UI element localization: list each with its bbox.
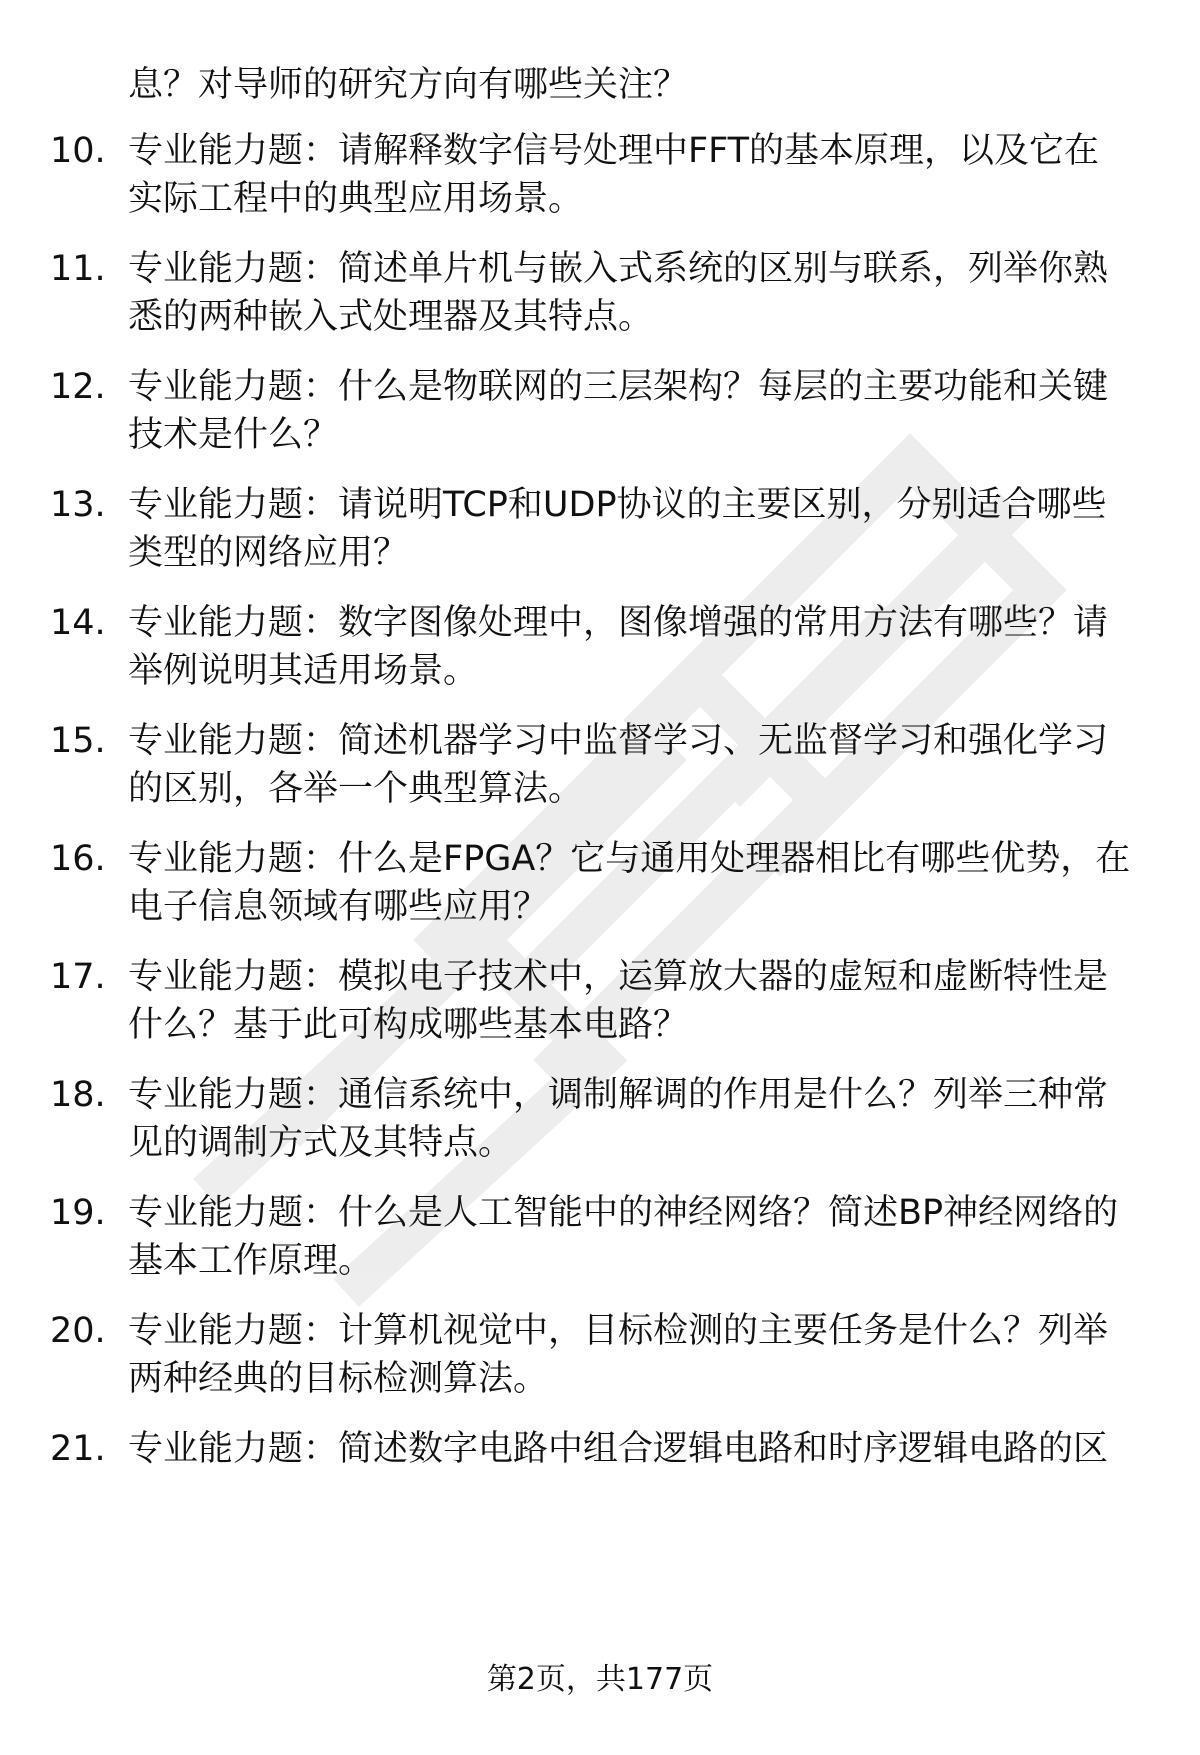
question-text-line: 举例说明其适用场景。 [128, 651, 479, 691]
question-text-line: 专业能力题：简述单片机与嵌入式系统的区别与联系，列举你熟 [128, 249, 1109, 289]
question-number: 11. [50, 249, 106, 289]
question-text-line: 专业能力题：简述机器学习中监督学习、无监督学习和强化学习 [128, 721, 1109, 761]
page-footer: 第2页，共177页 [486, 1662, 714, 1697]
question-text-line: 专业能力题：数字图像处理中，图像增强的常用方法有哪些？请 [128, 603, 1109, 643]
question-text-line: 什么？基于此可构成哪些基本电路？ [128, 1005, 689, 1045]
question-number: 14. [50, 603, 106, 643]
question-text-line: 电子信息领域有哪些应用？ [128, 887, 549, 927]
question-text-line: 类型的网络应用？ [128, 533, 409, 573]
question-number: 10. [50, 131, 106, 171]
question-text-line: 专业能力题：什么是人工智能中的神经网络？简述BP神经网络的 [128, 1193, 1119, 1233]
question-text-line: 技术是什么？ [128, 415, 339, 455]
question-text-line: 专业能力题：简述数字电路中组合逻辑电路和时序逻辑电路的区 [128, 1429, 1109, 1469]
question-number: 19. [50, 1193, 106, 1233]
question-text-line: 基本工作原理。 [128, 1241, 374, 1281]
continuation-line: 息？对导师的研究方向有哪些关注？ [128, 65, 689, 105]
question-number: 16. [50, 839, 106, 879]
question-text-line: 实际工程中的典型应用场景。 [128, 179, 584, 219]
question-text-line: 专业能力题：计算机视觉中，目标检测的主要任务是什么？列举 [128, 1311, 1109, 1351]
question-text-line: 专业能力题：什么是物联网的三层架构？每层的主要功能和关键 [128, 367, 1109, 407]
question-text-line: 专业能力题：请解释数字信号处理中FFT的基本原理，以及它在 [128, 131, 1100, 171]
question-text-line: 两种经典的目标检测算法。 [128, 1359, 549, 1399]
question-text-line: 专业能力题：模拟电子技术中，运算放大器的虚短和虚断特性是 [128, 957, 1109, 997]
question-text-line: 专业能力题：请说明TCP和UDP协议的主要区别，分别适合哪些 [128, 485, 1107, 525]
question-text-line: 专业能力题：什么是FPGA？它与通用处理器相比有哪些优势，在 [128, 839, 1131, 879]
question-text-line: 见的调制方式及其特点。 [128, 1123, 514, 1163]
question-number: 17. [50, 957, 106, 997]
question-number: 20. [50, 1311, 106, 1351]
question-number: 15. [50, 721, 106, 761]
question-text-line: 专业能力题：通信系统中，调制解调的作用是什么？列举三种常 [128, 1075, 1109, 1115]
question-text-line: 的区别，各举一个典型算法。 [128, 769, 584, 809]
question-number: 13. [50, 485, 106, 525]
question-number: 21. [50, 1429, 106, 1469]
question-text-line: 悉的两种嵌入式处理器及其特点。 [128, 297, 654, 337]
question-number: 12. [50, 367, 106, 407]
question-number: 18. [50, 1075, 106, 1115]
